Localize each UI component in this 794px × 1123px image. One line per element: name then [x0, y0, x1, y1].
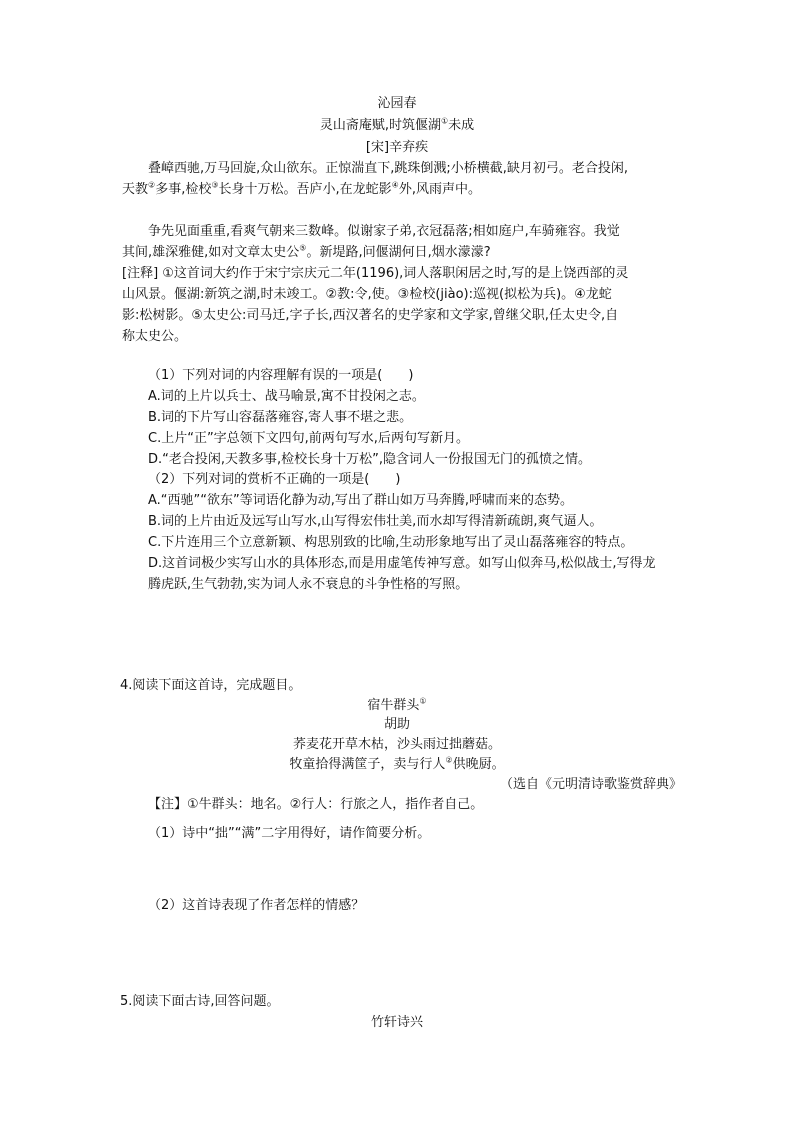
- subtitle-text: 灵山斋庵赋,时筑偃湖: [319, 118, 441, 133]
- question-2-stem: （2）下列对词的赏析不正确的一项是( ): [148, 472, 401, 487]
- section-4-intro: 4.阅读下面这首诗，完成题目。: [120, 678, 302, 693]
- text-span: 其间,雄深雅健,如对文章太史公: [122, 245, 300, 260]
- question-2-option-d-line-1: D.这首词极少实写山水的具体形态,而是用虚笔传神写意。如写山似奔马,松似战士,写得龙: [148, 556, 656, 571]
- section-5-intro: 5.阅读下面古诗,回答问题。: [120, 994, 280, 1009]
- note-line-1: [注释] ①这首词大约作于宋宁宗庆元二年(1196),词人落职闲居之时,写的是上饶西部的灵: [122, 266, 629, 281]
- poem-title-text: 宿牛群头: [367, 698, 420, 713]
- text-span: 。新堤路,问偃湖何日,烟水濛濛?: [306, 245, 491, 260]
- poem-paragraph-1-line-2: [122, 180, 481, 200]
- poem-paragraph-2-line-2: [122, 243, 491, 263]
- footnote-mark-1: ①: [440, 116, 449, 126]
- question-1-option-a: A.词的上片以兵士、战马喻景,寓不甘投闲之志。: [148, 389, 425, 404]
- question-1-option-d: D.“老合投闲,天教多事,检校长身十万松”,隐含词人一份报国无门的孤愤之情。: [148, 452, 592, 467]
- question-2-option-d-line-2: 腾虎跃,生气勃勃,实为词人永不衰息的斗争性格的写照。: [148, 577, 469, 592]
- section-4-poem-line-2: [0, 755, 794, 775]
- footnote-mark-4: ④: [391, 180, 399, 190]
- subtitle-text-end: 未成: [448, 118, 475, 133]
- section-4-author: 胡助: [383, 717, 410, 732]
- text-span: 供晚厨。: [452, 757, 505, 772]
- footnote-mark-3: ③: [211, 180, 219, 190]
- question-2-option-c: C.下片连用三个立意新颖、构思别致的比喻,生动形象地写出了灵山磊落雍容的特点。: [148, 535, 634, 550]
- section-4-note: 【注】①牛群头：地名。②行人：行旅之人，指作者自己。: [148, 797, 484, 812]
- poem-title: 沁园春: [377, 96, 417, 111]
- footnote-mark-5: ⑤: [299, 243, 307, 253]
- text-span: 多事,检校: [155, 182, 212, 197]
- note-line-2: 山风景。偃湖:新筑之湖,时未竣工。②教:令,使。③检校(jiào):巡视(拟松为兵)。④龙蛇: [122, 287, 612, 302]
- question-2-option-a: A.“西驰”“欲东”等词语化静为动,写出了群山如万马奔腾,呼啸而来的态势。: [148, 493, 574, 508]
- section-4-source: （选自《元明清诗歌鉴赏辞典》: [500, 777, 683, 792]
- poem-paragraph-1-line-1: 叠嶂西驰,万马回旋,众山欲东。正惊湍直下,跳珠倒溅;小桥横截,缺月初弓。老合投闲,: [148, 161, 629, 176]
- section-4-poem-line-1: 荞麦花开草木枯，沙头雨过拙蘑菇。: [292, 737, 501, 752]
- poem-paragraph-2-line-1: 争先见面重重,看爽气朝来三数峰。似谢家子弟,衣冠磊落;相如庭户,车骑雍容。我觉: [148, 224, 620, 239]
- text-span: 长身十万松。吾庐小,在龙蛇影: [218, 182, 392, 197]
- section-4-question-2: （2）这首诗表现了作者怎样的情感？: [148, 898, 365, 913]
- question-2-option-b: B.词的上片由近及远写山写水,山写得宏伟壮美,而水却写得清新疏朗,爽气逼人。: [148, 514, 603, 529]
- question-1-option-b: B.词的下片写山容磊落雍容,寄人事不堪之悲。: [148, 410, 413, 425]
- footnote-mark-1: ①: [419, 696, 427, 706]
- section-4-title: [0, 696, 794, 716]
- section-4-question-1: （1）诗中“拙”“满”二字用得好，请作简要分析。: [148, 826, 431, 841]
- note-line-4: 称太史公。: [122, 329, 188, 344]
- footnote-mark-2: ②: [148, 180, 156, 190]
- note-line-3: 影:松树影。⑤太史公:司马迁,字子长,西汉著名的史学家和文学家,曾继父职,任太史令,自: [122, 308, 619, 323]
- question-1-option-c: C.上片“正”字总领下文四句,前两句写水,后两句写新月。: [148, 431, 469, 446]
- section-5-title: 竹轩诗兴: [370, 1015, 423, 1030]
- text-span: 天教: [122, 182, 149, 197]
- poem-author: [宋]辛弃疾: [365, 140, 429, 155]
- poem-subtitle: [0, 116, 794, 136]
- text-span: 牧童拾得满筐子，卖与行人: [289, 757, 446, 772]
- footnote-mark-2: ②: [445, 755, 453, 765]
- text-span: 外,风雨声中。: [398, 182, 481, 197]
- question-1-stem: （1）下列对词的内容理解有误的一项是( ): [148, 368, 414, 383]
